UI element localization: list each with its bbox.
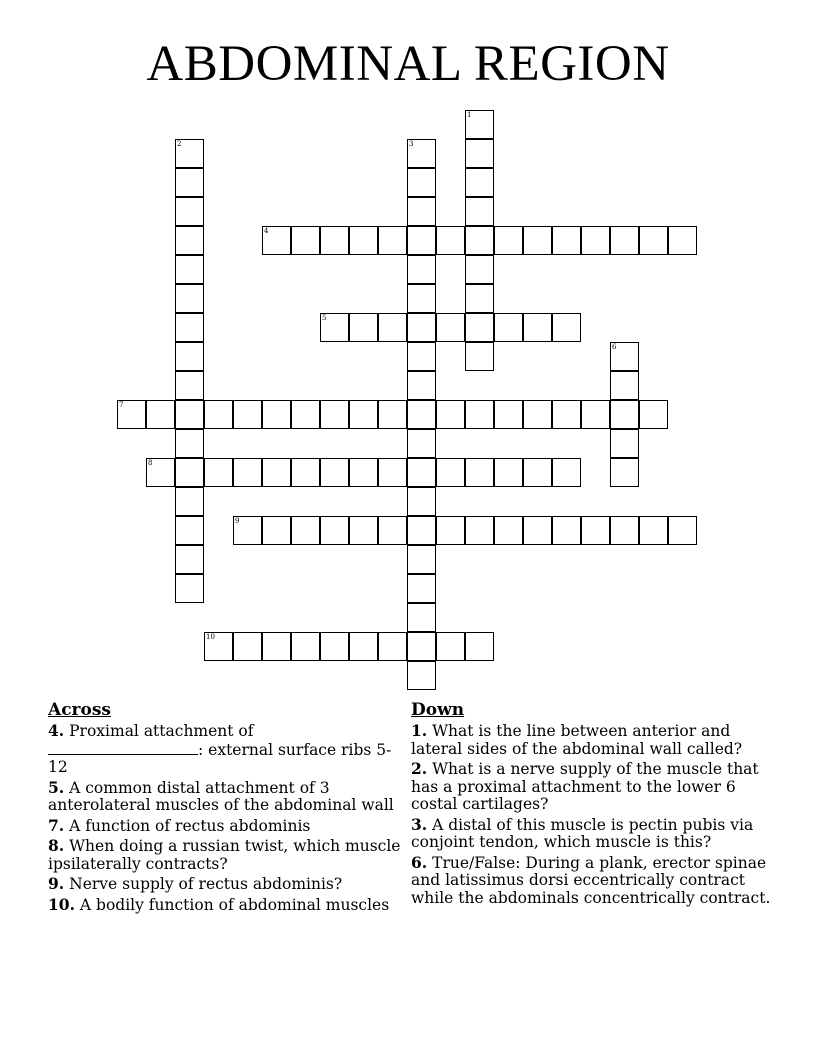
grid-cell[interactable]: [407, 284, 436, 313]
clue-down-6: [411, 854, 771, 908]
grid-cell[interactable]: [668, 226, 697, 255]
grid-cell[interactable]: [204, 458, 233, 487]
grid-cell[interactable]: [204, 632, 233, 661]
cell-number: 10: [206, 633, 215, 641]
grid-cell[interactable]: [465, 632, 494, 661]
clue-text: A common distal attachment of 3 anterolateral muscles of the abdominal wall: [48, 778, 394, 814]
grid-cell[interactable]: [233, 632, 262, 661]
clue-number: 3.: [411, 814, 428, 834]
clue-text: : external surface ribs 5-12: [48, 740, 392, 776]
grid-cell[interactable]: [407, 458, 436, 487]
cell-number: 1: [467, 111, 472, 119]
grid-cell[interactable]: [465, 284, 494, 313]
grid-cell[interactable]: [552, 516, 581, 545]
cell-number: 7: [119, 401, 124, 409]
grid-cell[interactable]: [233, 400, 262, 429]
grid-cell[interactable]: [465, 516, 494, 545]
clue-text: Nerve supply of rectus abdominis?: [69, 875, 343, 893]
grid-cell[interactable]: [146, 400, 175, 429]
grid-cell[interactable]: [233, 458, 262, 487]
grid-cell[interactable]: [581, 226, 610, 255]
clue-text: Proximal attachment of: [69, 722, 254, 740]
grid-cell[interactable]: [378, 516, 407, 545]
cell-number: 3: [409, 140, 414, 148]
grid-cell[interactable]: [407, 661, 436, 690]
grid-cell[interactable]: [320, 226, 349, 255]
grid-cell[interactable]: [175, 313, 204, 342]
grid-cell[interactable]: [175, 458, 204, 487]
grid-cell[interactable]: [407, 545, 436, 574]
grid-cell[interactable]: [465, 458, 494, 487]
grid-cell[interactable]: [407, 516, 436, 545]
grid-cell[interactable]: [175, 516, 204, 545]
grid-cell[interactable]: [494, 313, 523, 342]
grid-cell[interactable]: [436, 516, 465, 545]
grid-cell[interactable]: [494, 226, 523, 255]
clue-text: A bodily function of abdominal muscles: [79, 895, 390, 914]
clue-text: What is a nerve supply of the muscle that has a proximal attachment to the lower 6 costal cartilages?: [411, 760, 759, 813]
grid-cell[interactable]: [639, 400, 668, 429]
grid-cell[interactable]: [175, 574, 204, 603]
grid-cell[interactable]: [668, 516, 697, 545]
grid-cell[interactable]: [349, 458, 378, 487]
grid-cell[interactable]: [610, 400, 639, 429]
grid-cell[interactable]: [291, 400, 320, 429]
clue-number: 7.: [48, 815, 65, 835]
grid-cell[interactable]: [407, 632, 436, 661]
clue-across-4: [48, 722, 403, 777]
clue-text: A distal of this muscle is pectin pubis via conjoint tendon, which muscle is this?: [411, 815, 754, 851]
clue-number: 8.: [48, 836, 65, 855]
grid-cell[interactable]: [407, 429, 436, 458]
grid-cell[interactable]: [378, 400, 407, 429]
grid-cell[interactable]: [146, 458, 175, 487]
grid-cell[interactable]: [610, 226, 639, 255]
grid-cell[interactable]: [610, 516, 639, 545]
grid-cell[interactable]: [320, 313, 349, 342]
grid-cell[interactable]: [233, 516, 262, 545]
answer-blank: [48, 741, 198, 755]
grid-cell[interactable]: [320, 458, 349, 487]
grid-cell[interactable]: [175, 371, 204, 400]
cell-number: 4: [264, 227, 269, 235]
grid-cell[interactable]: [175, 429, 204, 458]
clue-number: 10.: [48, 894, 75, 914]
grid-cell[interactable]: [175, 255, 204, 284]
grid-cell[interactable]: [349, 400, 378, 429]
grid-cell[interactable]: [523, 400, 552, 429]
grid-cell[interactable]: [175, 400, 204, 429]
grid-cell[interactable]: [349, 313, 378, 342]
grid-cell[interactable]: [407, 487, 436, 516]
clue-number: 4.: [48, 721, 65, 740]
grid-cell[interactable]: [175, 487, 204, 516]
grid-cell[interactable]: [175, 197, 204, 226]
grid-cell[interactable]: [407, 342, 436, 371]
grid-cell[interactable]: [436, 400, 465, 429]
clue-text: True/False: During a plank, erector spinae and latissimus dorsi eccentrically contract while the abdominals concentrically contract.: [411, 853, 771, 907]
grid-cell[interactable]: [378, 313, 407, 342]
across-clues: [48, 700, 403, 914]
cell-number: 5: [322, 314, 327, 322]
grid-cell[interactable]: [610, 342, 639, 371]
grid-cell[interactable]: [610, 371, 639, 400]
grid-cell[interactable]: [262, 400, 291, 429]
grid-cell[interactable]: [378, 632, 407, 661]
grid-cell[interactable]: [175, 545, 204, 574]
grid-cell[interactable]: [523, 516, 552, 545]
grid-cell[interactable]: [378, 458, 407, 487]
grid-cell[interactable]: [436, 313, 465, 342]
grid-cell[interactable]: [291, 516, 320, 545]
clue-across-10: [48, 896, 403, 915]
grid-cell[interactable]: [407, 400, 436, 429]
clue-number: 6.: [411, 852, 428, 872]
grid-cell[interactable]: [262, 516, 291, 545]
clue-across-7: [48, 817, 403, 836]
page-title: ABDOMINAL REGION: [146, 36, 670, 92]
grid-cell[interactable]: [349, 516, 378, 545]
grid-cell[interactable]: [407, 168, 436, 197]
grid-cell[interactable]: [465, 342, 494, 371]
clue-number: 9.: [48, 874, 65, 893]
grid-cell[interactable]: [581, 516, 610, 545]
grid-cell[interactable]: [407, 574, 436, 603]
grid-cell[interactable]: [465, 197, 494, 226]
grid-cell[interactable]: [436, 458, 465, 487]
grid-cell[interactable]: [494, 400, 523, 429]
grid-cell[interactable]: [291, 632, 320, 661]
grid-cell[interactable]: [523, 226, 552, 255]
grid-cell[interactable]: [523, 313, 552, 342]
grid-cell[interactable]: [465, 226, 494, 255]
grid-cell[interactable]: [407, 255, 436, 284]
grid-cell[interactable]: [291, 458, 320, 487]
down-clues: [411, 700, 771, 907]
grid-cell[interactable]: [320, 516, 349, 545]
grid-cell[interactable]: [262, 458, 291, 487]
grid-cell[interactable]: [465, 255, 494, 284]
clue-down-1: [411, 722, 771, 758]
clue-number: 1.: [411, 721, 428, 740]
grid-cell[interactable]: [552, 400, 581, 429]
grid-cell[interactable]: [436, 632, 465, 661]
grid-cell[interactable]: [262, 226, 291, 255]
grid-cell[interactable]: [639, 226, 668, 255]
grid-cell[interactable]: [465, 110, 494, 139]
grid-cell[interactable]: [175, 284, 204, 313]
grid-cell[interactable]: [407, 197, 436, 226]
cell-number: 2: [177, 140, 182, 148]
grid-cell[interactable]: [581, 400, 610, 429]
grid-cell[interactable]: [436, 226, 465, 255]
clue-down-2: [411, 760, 771, 814]
cell-number: 9: [235, 517, 240, 525]
grid-cell[interactable]: [291, 226, 320, 255]
grid-cell[interactable]: [117, 400, 146, 429]
clue-text: A function of rectus abdominis: [69, 816, 311, 835]
clue-across-8: [48, 837, 403, 873]
grid-cell[interactable]: [378, 226, 407, 255]
grid-cell[interactable]: [610, 429, 639, 458]
grid-cell[interactable]: [552, 226, 581, 255]
grid-cell[interactable]: [465, 139, 494, 168]
clue-number: 2.: [411, 759, 428, 778]
clue-down-3: [411, 816, 771, 852]
grid-cell[interactable]: [320, 632, 349, 661]
grid-cell[interactable]: [204, 400, 233, 429]
across-heading: Across: [48, 700, 111, 720]
cell-number: 8: [148, 459, 153, 467]
grid-cell[interactable]: [523, 458, 552, 487]
grid-cell[interactable]: [494, 516, 523, 545]
clue-text: What is the line between anterior and lateral sides of the abdominal wall called?: [411, 722, 743, 758]
clue-across-9: [48, 875, 403, 894]
grid-cell[interactable]: [175, 342, 204, 371]
grid-cell[interactable]: [552, 458, 581, 487]
clue-text: When doing a russian twist, which muscle ipsilaterally contracts?: [48, 837, 401, 873]
down-heading: Down: [411, 700, 465, 720]
grid-cell[interactable]: [494, 458, 523, 487]
grid-cell[interactable]: [175, 226, 204, 255]
grid-cell[interactable]: [320, 400, 349, 429]
grid-cell[interactable]: [465, 313, 494, 342]
grid-cell[interactable]: [552, 313, 581, 342]
grid-cell[interactable]: [407, 371, 436, 400]
grid-cell[interactable]: [175, 168, 204, 197]
grid-cell[interactable]: [407, 603, 436, 632]
grid-cell[interactable]: [465, 168, 494, 197]
clue-number: 5.: [48, 777, 65, 797]
grid-cell[interactable]: [262, 632, 291, 661]
grid-cell[interactable]: [349, 226, 378, 255]
grid-cell[interactable]: [407, 139, 436, 168]
cell-number: 6: [612, 343, 617, 351]
grid-cell[interactable]: [465, 400, 494, 429]
grid-cell[interactable]: [407, 313, 436, 342]
grid-cell[interactable]: [407, 226, 436, 255]
grid-cell[interactable]: [349, 632, 378, 661]
clue-across-5: [48, 779, 403, 815]
grid-cell[interactable]: [610, 458, 639, 487]
grid-cell[interactable]: [175, 139, 204, 168]
grid-cell[interactable]: [639, 516, 668, 545]
